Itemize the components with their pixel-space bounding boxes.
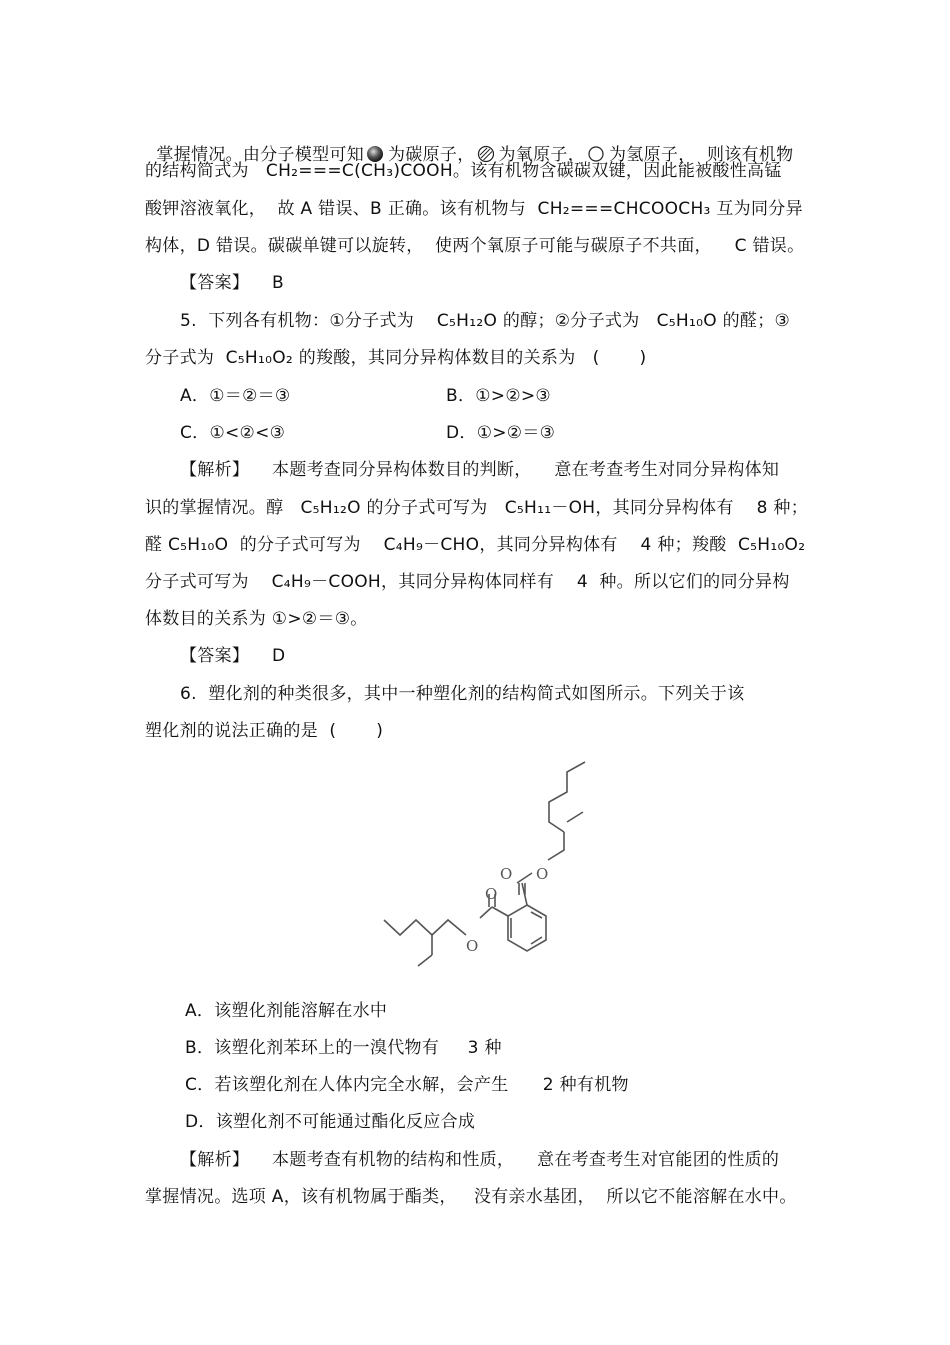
line-14: 体数目的关系为 ①>②＝③。 (145, 609, 368, 629)
oxygen-label: O (485, 885, 498, 903)
oxygen-label: O (500, 865, 513, 883)
option-b: B．该塑化剂苯环上的一溴代物有 3 种 (185, 1038, 502, 1058)
line-12: 醛 C₅H₁₀O 的分子式可写为 C₄H₉－CHO，其同分异构体有 4 种；羧酸 C₅H₁₀O₂ (145, 535, 806, 555)
line-23: 掌握情况。选项 A，该有机物属于酯类， 没有亲水基团， 所以它不能溶解在水中。 (145, 1187, 797, 1207)
option-c: C．若该塑化剂在人体内完全水解，会产生 2 种有机物 (185, 1075, 629, 1095)
line-13: 分子式可写为 C₄H₉－COOH，其同分异构体同样有 4 种。所以它们的同分异构 (145, 572, 790, 592)
option-d: D．该塑化剂不可能通过酯化反应合成 (185, 1112, 476, 1132)
oxygen-label: O (466, 937, 479, 955)
line-4: 构体，D 错误。碳碳单键可以旋转， 使两个氧原子可能与碳原子不共面， C 错误。 (145, 236, 805, 256)
question-5: 5. 下列各有机物：①分子式为 C₅H₁₂O 的醇；②分子式为 C₅H₁₀O 的醛；③ (180, 311, 791, 331)
text-segment: 为碳原子， (388, 145, 475, 165)
question-6: 6. 塑化剂的种类很多，其中一种塑化剂的结构简式如图所示。下列关于该 (180, 684, 745, 704)
line-7: 分子式为 C₅H₁₀O₂ 的羧酸，其同分异构体数目的关系为 ( ) (145, 348, 647, 368)
analysis-6: 【解析】 本题考查有机物的结构和性质， 意在考查考生对官能团的性质的 (180, 1150, 780, 1170)
text-segment: 为氧原子， (498, 145, 586, 165)
option-a: A．该塑化剂能溶解在水中 (185, 1001, 388, 1021)
answer-label: 【答案】 B (180, 273, 284, 293)
answer-label: 【答案】 D (180, 646, 286, 666)
oxygen-label: O (536, 865, 549, 883)
option-b: B．①>②>③ (446, 386, 551, 406)
line-3: 酸钾溶液氧化， 故 A 错误、B 正确。该有机物与 CH₂===CHCOOCH₃ 互为同分异 (145, 199, 803, 219)
plasticizer-structure-diagram (370, 757, 600, 987)
analysis-5: 【解析】 本题考查同分异构体数目的判断， 意在考查考生对同分异构体知 (180, 460, 780, 480)
line-11: 识的掌握情况。醇 C₅H₁₂O 的分子式可写为 C₅H₁₁－OH，其同分异构体有 8 种； (145, 498, 809, 518)
option-c: C．①<②<③ (180, 423, 286, 443)
option-d: D．①>②＝③ (446, 423, 556, 443)
option-a: A．①＝②＝③ (180, 386, 291, 406)
line-17: 塑化剂的说法正确的是 ( ) (145, 721, 384, 741)
text-segment: 为氢原子， 则该有机物 (609, 145, 794, 165)
line-2: 的结构简式为 CH₂===C(CH₃)COOH。该有机物含碳碳双键，因此能被酸性高锰 (145, 161, 782, 181)
text-segment: 掌握情况。由分子模型可知 (156, 145, 365, 165)
